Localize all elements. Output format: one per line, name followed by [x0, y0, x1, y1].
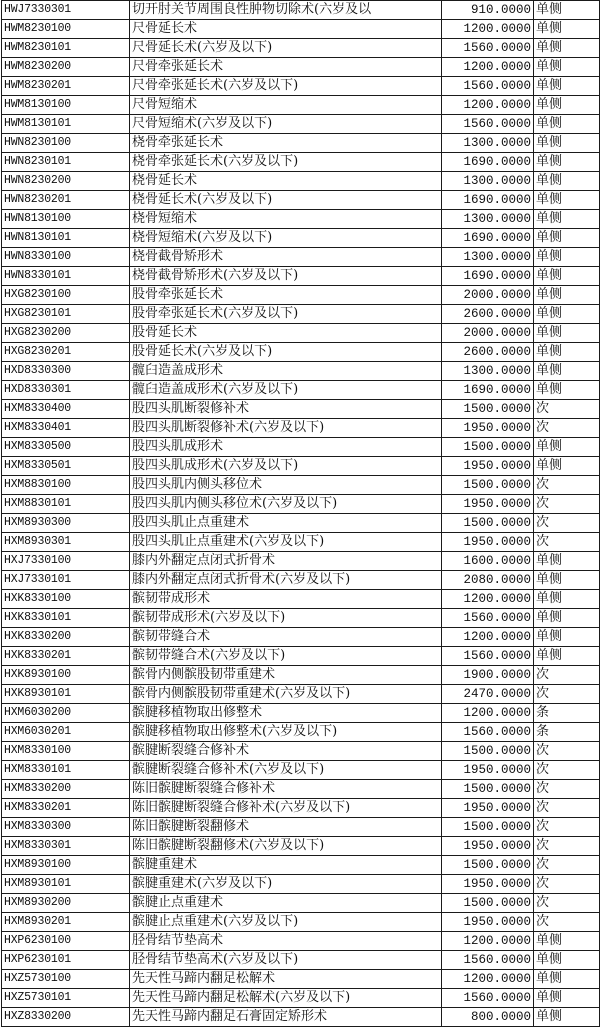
- price-cell: 1200.0000: [442, 704, 534, 723]
- procedure-name-cell: 髌腱移植物取出修整术(六岁及以下): [130, 723, 442, 742]
- code-cell: HXM8330100: [2, 742, 130, 761]
- price-cell: 1500.0000: [442, 400, 534, 419]
- code-cell: HWM8130101: [2, 115, 130, 134]
- table-row: [2, 419, 600, 438]
- procedure-name-cell: 桡骨截骨矫形术(六岁及以下): [130, 267, 442, 286]
- unit-cell: 单侧: [534, 172, 600, 191]
- table-row: [2, 666, 600, 685]
- code-cell: HWM8230101: [2, 39, 130, 58]
- code-cell: HWM8230200: [2, 58, 130, 77]
- procedure-name-cell: 髌腱断裂缝合修补术: [130, 742, 442, 761]
- code-cell: HXM8930200: [2, 894, 130, 913]
- table-row: [2, 267, 600, 286]
- code-cell: HXM6030200: [2, 704, 130, 723]
- table-row: [2, 381, 600, 400]
- unit-cell: 单侧: [534, 286, 600, 305]
- price-cell: 1950.0000: [442, 495, 534, 514]
- unit-cell: 次: [534, 913, 600, 932]
- unit-cell: 次: [534, 818, 600, 837]
- table-row: [2, 39, 600, 58]
- price-cell: 2600.0000: [442, 343, 534, 362]
- price-cell: 1200.0000: [442, 590, 534, 609]
- code-cell: HXM8930301: [2, 533, 130, 552]
- unit-cell: 次: [534, 400, 600, 419]
- code-cell: HXD8330301: [2, 381, 130, 400]
- code-cell: HXM8330201: [2, 799, 130, 818]
- price-cell: 1690.0000: [442, 191, 534, 210]
- unit-cell: 单侧: [534, 267, 600, 286]
- table-row: [2, 932, 600, 951]
- unit-cell: 单侧: [534, 951, 600, 970]
- procedure-name-cell: 尺骨牵张延长术: [130, 58, 442, 77]
- code-cell: HXJ7330100: [2, 552, 130, 571]
- price-cell: 1560.0000: [442, 39, 534, 58]
- table-row: [2, 856, 600, 875]
- procedure-name-cell: 髌腱止点重建术: [130, 894, 442, 913]
- table-row: [2, 761, 600, 780]
- code-cell: HXG8230200: [2, 324, 130, 343]
- price-cell: 1560.0000: [442, 989, 534, 1008]
- table-row: [2, 115, 600, 134]
- table-row: [2, 989, 600, 1008]
- table-row: [2, 875, 600, 894]
- price-cell: 1500.0000: [442, 742, 534, 761]
- unit-cell: 次: [534, 837, 600, 856]
- unit-cell: 单侧: [534, 552, 600, 571]
- table-row: [2, 951, 600, 970]
- procedure-name-cell: 股四头肌断裂修补术: [130, 400, 442, 419]
- code-cell: HXD8330300: [2, 362, 130, 381]
- price-cell: 1500.0000: [442, 476, 534, 495]
- procedure-name-cell: 髌韧带成形术(六岁及以下): [130, 609, 442, 628]
- unit-cell: 单侧: [534, 932, 600, 951]
- price-cell: 1950.0000: [442, 875, 534, 894]
- code-cell: HXP6230101: [2, 951, 130, 970]
- price-cell: 1950.0000: [442, 837, 534, 856]
- price-cell: 1560.0000: [442, 951, 534, 970]
- price-cell: 1560.0000: [442, 609, 534, 628]
- unit-cell: 次: [534, 533, 600, 552]
- code-cell: HXJ7330101: [2, 571, 130, 590]
- price-cell: 1690.0000: [442, 381, 534, 400]
- table-row: [2, 362, 600, 381]
- table-row: [2, 970, 600, 989]
- unit-cell: 单侧: [534, 1, 600, 20]
- price-cell: 1300.0000: [442, 248, 534, 267]
- table-row: [2, 837, 600, 856]
- procedure-name-cell: 股四头肌止点重建术(六岁及以下): [130, 533, 442, 552]
- procedure-name-cell: 膝内外翻定点闭式折骨术: [130, 552, 442, 571]
- code-cell: HXM8330400: [2, 400, 130, 419]
- table-body: [2, 1, 600, 1027]
- unit-cell: 单侧: [534, 438, 600, 457]
- procedure-name-cell: 胫骨结节垫高术: [130, 932, 442, 951]
- procedure-name-cell: 髌韧带成形术: [130, 590, 442, 609]
- unit-cell: 单侧: [534, 77, 600, 96]
- table-row: [2, 1008, 600, 1027]
- procedure-name-cell: 股四头肌内侧头移位术(六岁及以下): [130, 495, 442, 514]
- table-row: [2, 305, 600, 324]
- table-row: [2, 609, 600, 628]
- table-row: [2, 400, 600, 419]
- procedure-name-cell: 切开肘关节周围良性肿物切除术(六岁及以: [130, 1, 442, 20]
- price-cell: 1560.0000: [442, 723, 534, 742]
- unit-cell: 单侧: [534, 628, 600, 647]
- price-cell: 910.0000: [442, 1, 534, 20]
- procedure-name-cell: 尺骨延长术: [130, 20, 442, 39]
- code-cell: HXM8930101: [2, 875, 130, 894]
- unit-cell: 单侧: [534, 39, 600, 58]
- table-row: [2, 248, 600, 267]
- table-row: [2, 818, 600, 837]
- table-row: [2, 343, 600, 362]
- unit-cell: 单侧: [534, 134, 600, 153]
- code-cell: HWN8130100: [2, 210, 130, 229]
- price-cell: 1200.0000: [442, 628, 534, 647]
- procedure-name-cell: 尺骨延长术(六岁及以下): [130, 39, 442, 58]
- procedure-name-cell: 股四头肌内侧头移位术: [130, 476, 442, 495]
- procedure-name-cell: 桡骨延长术: [130, 172, 442, 191]
- price-cell: 1560.0000: [442, 77, 534, 96]
- code-cell: HXM8830101: [2, 495, 130, 514]
- procedure-name-cell: 髌腱重建术(六岁及以下): [130, 875, 442, 894]
- price-cell: 1200.0000: [442, 970, 534, 989]
- code-cell: HWN8330101: [2, 267, 130, 286]
- procedure-name-cell: 陈旧髌腱断裂翻修术(六岁及以下): [130, 837, 442, 856]
- procedure-price-table: [1, 0, 600, 1027]
- code-cell: HXM8930201: [2, 913, 130, 932]
- unit-cell: 单侧: [534, 457, 600, 476]
- unit-cell: 单侧: [534, 343, 600, 362]
- procedure-name-cell: 髌腱止点重建术(六岁及以下): [130, 913, 442, 932]
- table-row: [2, 533, 600, 552]
- unit-cell: 条: [534, 723, 600, 742]
- code-cell: HXM8330401: [2, 419, 130, 438]
- table-row: [2, 799, 600, 818]
- procedure-name-cell: 陈旧髌腱断裂缝合修补术(六岁及以下): [130, 799, 442, 818]
- procedure-name-cell: 桡骨牵张延长术(六岁及以下): [130, 153, 442, 172]
- price-cell: 1300.0000: [442, 134, 534, 153]
- code-cell: HXM8330300: [2, 818, 130, 837]
- unit-cell: 次: [534, 856, 600, 875]
- code-cell: HXM8330500: [2, 438, 130, 457]
- table-row: [2, 172, 600, 191]
- code-cell: HWJ7330301: [2, 1, 130, 20]
- price-cell: 1560.0000: [442, 115, 534, 134]
- table-row: [2, 476, 600, 495]
- price-cell: 1950.0000: [442, 419, 534, 438]
- unit-cell: 单侧: [534, 970, 600, 989]
- table-row: [2, 514, 600, 533]
- price-cell: 1200.0000: [442, 20, 534, 39]
- procedure-name-cell: 尺骨短缩术(六岁及以下): [130, 115, 442, 134]
- code-cell: HWN8330100: [2, 248, 130, 267]
- price-cell: 1300.0000: [442, 210, 534, 229]
- price-cell: 1200.0000: [442, 96, 534, 115]
- procedure-name-cell: 股四头肌断裂修补术(六岁及以下): [130, 419, 442, 438]
- price-cell: 1500.0000: [442, 780, 534, 799]
- unit-cell: 单侧: [534, 647, 600, 666]
- procedure-name-cell: 股四头肌成形术: [130, 438, 442, 457]
- price-cell: 1200.0000: [442, 932, 534, 951]
- procedure-name-cell: 髋臼造盖成形术: [130, 362, 442, 381]
- unit-cell: 单侧: [534, 248, 600, 267]
- unit-cell: 单侧: [534, 590, 600, 609]
- price-cell: 2080.0000: [442, 571, 534, 590]
- code-cell: HXZ5730101: [2, 989, 130, 1008]
- price-cell: 1950.0000: [442, 799, 534, 818]
- procedure-name-cell: 先天性马蹄内翻足松解术(六岁及以下): [130, 989, 442, 1008]
- procedure-name-cell: 股骨牵张延长术(六岁及以下): [130, 305, 442, 324]
- code-cell: HWM8230100: [2, 20, 130, 39]
- unit-cell: 次: [534, 666, 600, 685]
- price-cell: 1690.0000: [442, 153, 534, 172]
- code-cell: HXM8930300: [2, 514, 130, 533]
- code-cell: HXK8330201: [2, 647, 130, 666]
- table-row: [2, 324, 600, 343]
- code-cell: HXK8330100: [2, 590, 130, 609]
- code-cell: HXZ8330200: [2, 1008, 130, 1027]
- code-cell: HWM8130100: [2, 96, 130, 115]
- code-cell: HXM8330301: [2, 837, 130, 856]
- table-row: [2, 723, 600, 742]
- unit-cell: 次: [534, 799, 600, 818]
- procedure-name-cell: 桡骨短缩术: [130, 210, 442, 229]
- table-row: [2, 628, 600, 647]
- unit-cell: 单侧: [534, 571, 600, 590]
- procedure-name-cell: 髌韧带缝合术(六岁及以下): [130, 647, 442, 666]
- procedure-name-cell: 股骨延长术(六岁及以下): [130, 343, 442, 362]
- procedure-name-cell: 髌韧带缝合术: [130, 628, 442, 647]
- procedure-name-cell: 髌骨内侧髌股韧带重建术: [130, 666, 442, 685]
- price-cell: 1950.0000: [442, 533, 534, 552]
- table-row: [2, 134, 600, 153]
- unit-cell: 单侧: [534, 1008, 600, 1027]
- code-cell: HXM8830100: [2, 476, 130, 495]
- procedure-name-cell: 股四头肌成形术(六岁及以下): [130, 457, 442, 476]
- unit-cell: 单侧: [534, 362, 600, 381]
- table-row: [2, 894, 600, 913]
- code-cell: HXK8330200: [2, 628, 130, 647]
- unit-cell: 次: [534, 685, 600, 704]
- unit-cell: 单侧: [534, 191, 600, 210]
- table-row: [2, 229, 600, 248]
- price-cell: 2000.0000: [442, 324, 534, 343]
- price-cell: 1560.0000: [442, 647, 534, 666]
- code-cell: HWN8230201: [2, 191, 130, 210]
- procedure-name-cell: 股四头肌止点重建术: [130, 514, 442, 533]
- unit-cell: 单侧: [534, 609, 600, 628]
- price-cell: 1600.0000: [442, 552, 534, 571]
- unit-cell: 次: [534, 894, 600, 913]
- table-row: [2, 571, 600, 590]
- procedure-name-cell: 桡骨短缩术(六岁及以下): [130, 229, 442, 248]
- procedure-name-cell: 髋臼造盖成形术(六岁及以下): [130, 381, 442, 400]
- code-cell: HXG8230201: [2, 343, 130, 362]
- price-cell: 1500.0000: [442, 894, 534, 913]
- code-cell: HWM8230201: [2, 77, 130, 96]
- unit-cell: 单侧: [534, 115, 600, 134]
- procedure-name-cell: 桡骨延长术(六岁及以下): [130, 191, 442, 210]
- table-row: [2, 457, 600, 476]
- code-cell: HXG8230101: [2, 305, 130, 324]
- price-cell: 1690.0000: [442, 267, 534, 286]
- unit-cell: 单侧: [534, 96, 600, 115]
- price-cell: 1300.0000: [442, 172, 534, 191]
- price-cell: 1200.0000: [442, 58, 534, 77]
- code-cell: HXZ5730100: [2, 970, 130, 989]
- price-cell: 1690.0000: [442, 229, 534, 248]
- price-cell: 1950.0000: [442, 457, 534, 476]
- code-cell: HXM8330200: [2, 780, 130, 799]
- procedure-name-cell: 先天性马蹄内翻足石膏固定矫形术: [130, 1008, 442, 1027]
- procedure-name-cell: 尺骨短缩术: [130, 96, 442, 115]
- unit-cell: 次: [534, 742, 600, 761]
- table-row: [2, 704, 600, 723]
- procedure-name-cell: 髌腱重建术: [130, 856, 442, 875]
- unit-cell: 次: [534, 780, 600, 799]
- procedure-name-cell: 髌腱断裂缝合修补术(六岁及以下): [130, 761, 442, 780]
- table-row: [2, 913, 600, 932]
- table-row: [2, 96, 600, 115]
- table-row: [2, 77, 600, 96]
- code-cell: HXK8930101: [2, 685, 130, 704]
- unit-cell: 次: [534, 514, 600, 533]
- unit-cell: 次: [534, 476, 600, 495]
- table-row: [2, 210, 600, 229]
- code-cell: HXK8330101: [2, 609, 130, 628]
- table-row: [2, 20, 600, 39]
- unit-cell: 单侧: [534, 229, 600, 248]
- price-cell: 1500.0000: [442, 514, 534, 533]
- procedure-name-cell: 胫骨结节垫高术(六岁及以下): [130, 951, 442, 970]
- code-cell: HXM8330101: [2, 761, 130, 780]
- unit-cell: 单侧: [534, 989, 600, 1008]
- table-row: [2, 191, 600, 210]
- unit-cell: 次: [534, 495, 600, 514]
- procedure-name-cell: 髌腱移植物取出修整术: [130, 704, 442, 723]
- table-row: [2, 552, 600, 571]
- code-cell: HWN8130101: [2, 229, 130, 248]
- code-cell: HWN8230100: [2, 134, 130, 153]
- table-row: [2, 438, 600, 457]
- procedure-name-cell: 股骨延长术: [130, 324, 442, 343]
- price-cell: 1300.0000: [442, 362, 534, 381]
- code-cell: HXK8930100: [2, 666, 130, 685]
- procedure-name-cell: 尺骨牵张延长术(六岁及以下): [130, 77, 442, 96]
- price-cell: 2000.0000: [442, 286, 534, 305]
- price-cell: 1500.0000: [442, 438, 534, 457]
- procedure-name-cell: 陈旧髌腱断裂翻修术: [130, 818, 442, 837]
- table-row: [2, 153, 600, 172]
- procedure-name-cell: 桡骨截骨矫形术: [130, 248, 442, 267]
- price-cell: 1950.0000: [442, 913, 534, 932]
- unit-cell: 单侧: [534, 381, 600, 400]
- code-cell: HXM6030201: [2, 723, 130, 742]
- unit-cell: 单侧: [534, 305, 600, 324]
- code-cell: HWN8230101: [2, 153, 130, 172]
- price-cell: 2470.0000: [442, 685, 534, 704]
- code-cell: HXM8930100: [2, 856, 130, 875]
- code-cell: HXG8230100: [2, 286, 130, 305]
- table-row: [2, 780, 600, 799]
- unit-cell: 单侧: [534, 324, 600, 343]
- table-row: [2, 685, 600, 704]
- procedure-name-cell: 陈旧髌腱断裂缝合修补术: [130, 780, 442, 799]
- table-row: [2, 495, 600, 514]
- unit-cell: 次: [534, 761, 600, 780]
- code-cell: HXP6230100: [2, 932, 130, 951]
- price-cell: 1500.0000: [442, 856, 534, 875]
- procedure-name-cell: 桡骨牵张延长术: [130, 134, 442, 153]
- unit-cell: 单侧: [534, 58, 600, 77]
- unit-cell: 条: [534, 704, 600, 723]
- table-row: [2, 286, 600, 305]
- price-cell: 1950.0000: [442, 761, 534, 780]
- table-row: [2, 58, 600, 77]
- price-cell: 1900.0000: [442, 666, 534, 685]
- price-cell: 800.0000: [442, 1008, 534, 1027]
- procedure-name-cell: 膝内外翻定点闭式折骨术(六岁及以下): [130, 571, 442, 590]
- table-row: [2, 742, 600, 761]
- procedure-name-cell: 髌骨内侧髌股韧带重建术(六岁及以下): [130, 685, 442, 704]
- unit-cell: 次: [534, 875, 600, 894]
- code-cell: HXM8330501: [2, 457, 130, 476]
- table-row: [2, 647, 600, 666]
- code-cell: HWN8230200: [2, 172, 130, 191]
- unit-cell: 单侧: [534, 153, 600, 172]
- procedure-name-cell: 股骨牵张延长术: [130, 286, 442, 305]
- procedure-name-cell: 先天性马蹄内翻足松解术: [130, 970, 442, 989]
- price-cell: 2600.0000: [442, 305, 534, 324]
- price-cell: 1500.0000: [442, 818, 534, 837]
- table-row: [2, 1, 600, 20]
- unit-cell: 单侧: [534, 20, 600, 39]
- unit-cell: 单侧: [534, 210, 600, 229]
- table-row: [2, 590, 600, 609]
- unit-cell: 次: [534, 419, 600, 438]
